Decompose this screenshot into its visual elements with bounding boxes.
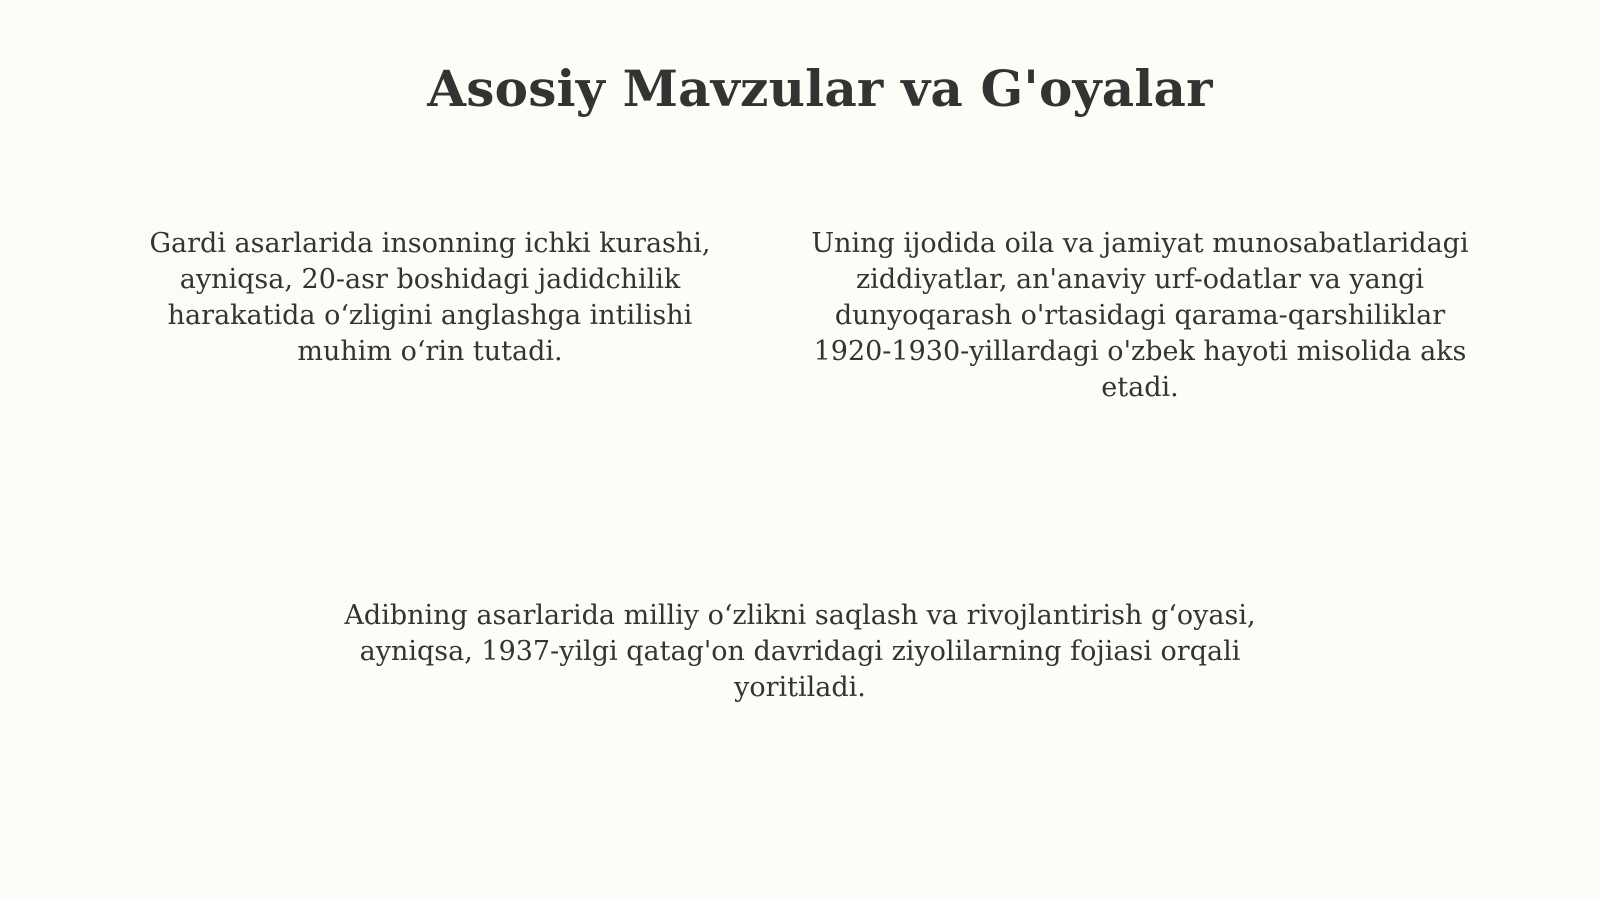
paragraph-family-society: Uning ijodida oila va jamiyat munosabatlaridagi ziddiyatlar, an'anaviy urf-odatlar va yangi dunyoqarash o'rtasidagi qarama-qarshiliklar 1920-1930-yillardagi o'zbek hayoti misolida aks etadi. (811, 228, 1469, 403)
slide-title: Asosiy Mavzular va G'oyalar (427, 59, 1213, 118)
paragraph-national-identity: Adibning asarlarida milliy o‘zlikni saqlash va rivojlantirish g‘oyasi, ayniqsa, 1937-yilgi qatag'on davridagi ziyolilarning fojiasi orqali yoritiladi. (344, 600, 1256, 703)
paragraph-inner-struggle: Gardi asarlarida insonning ichki kurashi, ayniqsa, 20-asr boshidagi jadidchilik harakatida o‘zligini anglashga intilishi muhim o‘rin tutadi. (149, 228, 711, 367)
